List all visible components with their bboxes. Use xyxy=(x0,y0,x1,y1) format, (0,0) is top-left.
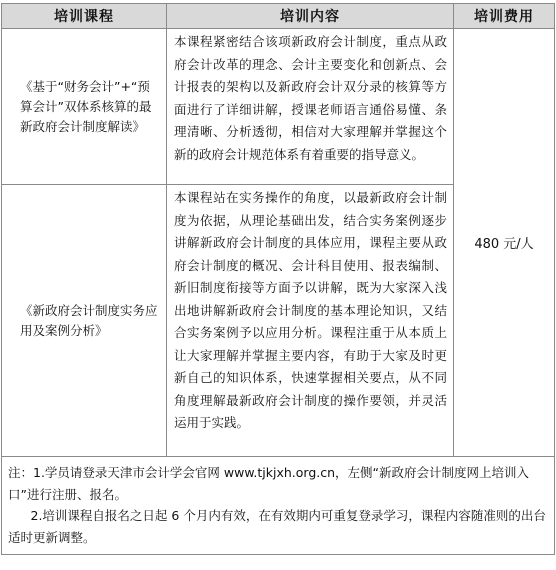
table-row xyxy=(2,29,555,185)
training-course-table-container xyxy=(1,3,554,555)
course-content: 本课程站在实务操作的角度，以最新政府会计制度为依据，从理论基础出发，结合实务案例逐步讲解新政府会计制度的具体应用，课程主要从政府会计制度的概况、会计科目使用、报表编制、新旧制度衔接等方面予以讲解，既为大家深入浅出地讲解新政府会计制度的基本理论知识，又结合实务案例予以应用分析。课程注重于从本质上让大家理解并掌握主要内容，有助于大家及时更新自己的知识体系，快速掌握相关要点，从不同角度理解最新政府会计制度的操作要领，并灵活运用于实践。 xyxy=(167,185,454,457)
training-course-table xyxy=(1,3,555,555)
table-header-row xyxy=(2,4,555,29)
header-course: 培训课程 xyxy=(2,4,167,29)
notes-row xyxy=(2,457,555,555)
header-fee: 培训费用 xyxy=(454,4,555,29)
notes-cell xyxy=(2,457,555,555)
course-fee: 480 元/人 xyxy=(454,29,555,457)
course-name: 《基于“财务会计”+“预算会计”双体系核算的最新政府会计制度解读》 xyxy=(2,29,167,185)
note-line-1: 注：1.学员请登录天津市会计学会官网 www.tjkjxh.org.cn，左侧“新政府会计制度网上培训入口”进行注册、报名。 xyxy=(8,465,530,502)
note-line-2: 2.培训课程自报名之日起 6 个月内有效，在有效期内可重复登录学习，课程内容随准则的出台适时更新调整。 xyxy=(8,508,546,545)
header-content: 培训内容 xyxy=(167,4,454,29)
course-name: 《新政府会计制度实务应用及案例分析》 xyxy=(2,185,167,457)
course-content: 本课程紧密结合该项新政府会计制度，重点从政府会计改革的理念、会计主要变化和创新点、会计报表的架构以及新政府会计双分录的核算等方面进行了详细讲解，授课老师语言通俗易懂、条理清晰、分析透彻，相信对大家理解并掌握这个新的政府会计规范体系有着重要的指导意义。 xyxy=(167,29,454,185)
